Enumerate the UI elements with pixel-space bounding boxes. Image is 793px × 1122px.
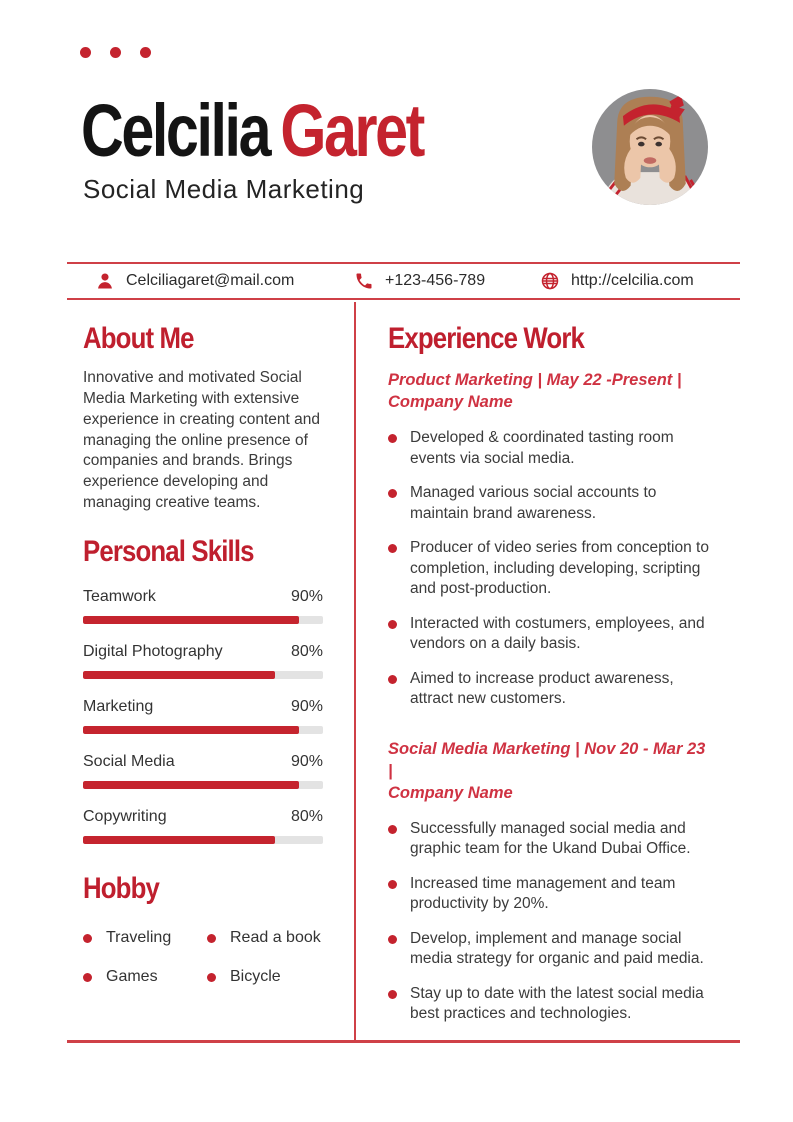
profile-photo-illustration [592, 89, 708, 205]
skill-bar-track [83, 781, 323, 789]
skill-bar-fill [83, 726, 299, 734]
hobby-label: Traveling [106, 929, 172, 947]
hobby-item [207, 929, 323, 947]
skill-label: Digital Photography [83, 642, 223, 660]
skill-bar-fill [83, 836, 275, 844]
bullet-text: Successfully managed social media and graphic team for the Ukand Dubai Office. [410, 819, 691, 858]
hobby-item [83, 929, 207, 947]
bullet-item [388, 929, 714, 970]
red-dot [110, 47, 121, 58]
experience-work-title: Experience Work [388, 322, 584, 355]
profile-photo [592, 89, 708, 205]
hobby-label: Games [106, 968, 158, 986]
left-column [67, 302, 356, 1040]
bullet-dot-icon [388, 935, 397, 944]
bullet-dot-icon [388, 434, 397, 443]
hobby-item [207, 968, 323, 986]
hobby-label: Read a book [230, 929, 321, 947]
bullet-item [388, 428, 714, 469]
skill-item [83, 643, 323, 679]
skill-bar-track [83, 836, 323, 844]
contact-website[interactable] [540, 264, 694, 298]
skill-percent: 80% [290, 642, 323, 660]
skill-bar-fill [83, 616, 299, 624]
bullet-text: Increased time management and team productivity by 20%. [410, 874, 676, 913]
hobby-item [83, 968, 207, 986]
bullet-text: Interacted with costumers, employees, and vendors on a daily basis. [410, 614, 705, 653]
skill-label: Marketing [83, 697, 154, 715]
skill-item [83, 698, 323, 734]
hobby-list [83, 929, 323, 986]
skill-label: Teamwork [83, 587, 156, 605]
job-2-title [388, 738, 714, 804]
hobby-label: Bicycle [230, 968, 281, 986]
right-column [356, 302, 740, 1040]
bullet-text: Developed & coordinated tasting room events via social media. [410, 429, 674, 467]
job-1-title [388, 369, 714, 413]
bullet-dot-icon [388, 544, 397, 553]
bullet-text: Develop, implement and manage social media strategy for organic and paid media. [410, 929, 704, 968]
job-1-title-line1: Product Marketing | May 22 -Present | [388, 371, 682, 390]
bullet-dot-icon [388, 825, 397, 834]
job-subtitle: Social Media Marketing [83, 174, 365, 204]
skill-item [83, 588, 323, 624]
job-2-title-line1: Social Media Marketing | Nov 20 - Mar 23 | [388, 739, 706, 780]
person-name [81, 89, 423, 172]
job-1-title-line2: Company Name [388, 393, 513, 412]
hobby-title: Hobby [83, 871, 159, 905]
bullet-item [388, 614, 714, 655]
job-2-bullets [388, 819, 714, 1025]
skill-percent: 90% [290, 752, 323, 770]
skill-percent: 90% [290, 587, 323, 605]
bullet-item [388, 984, 714, 1025]
bullet-dot-icon [207, 973, 216, 982]
bullet-dot-icon [388, 489, 397, 498]
decorative-dots [80, 47, 151, 58]
website-text: http://celcilia.com [571, 272, 694, 289]
last-name: Garet [280, 89, 423, 172]
bullet-dot-icon [207, 934, 216, 943]
bullet-dot-icon [388, 675, 397, 684]
skill-bar-track [83, 726, 323, 734]
bullet-item [388, 874, 714, 915]
about-me-text: Innovative and motivated Social Media Marketing with extensive experience in creating content and managing the online presence of companies and brands. Brings experience developing and managing creative teams. [83, 369, 320, 511]
bullet-dot-icon [388, 620, 397, 629]
skill-label: Copywriting [83, 807, 167, 825]
skill-label: Social Media [83, 752, 175, 770]
bullet-dot-icon [388, 990, 397, 999]
contact-bar [67, 262, 740, 300]
bullet-dot-icon [388, 880, 397, 889]
email-text: Celciliagaret@mail.com [126, 272, 295, 289]
contact-phone[interactable] [354, 264, 485, 298]
about-me-title: About Me [83, 322, 194, 355]
contact-email[interactable] [95, 264, 294, 298]
main-content [67, 302, 740, 1043]
skill-item [83, 808, 323, 844]
bullet-item [388, 538, 714, 600]
skill-item [83, 753, 323, 789]
skill-bar-track [83, 616, 323, 624]
bullet-item [388, 819, 714, 860]
red-dot [140, 47, 151, 58]
bullet-item [388, 483, 714, 524]
bullet-text: Stay up to date with the latest social media best practices and technologies. [410, 984, 704, 1023]
bullet-item [388, 669, 714, 710]
bullet-text: Aimed to increase product awareness, attract new customers. [410, 669, 674, 708]
phone-icon [354, 271, 374, 291]
bullet-text: Producer of video series from conception to completion, including developing, scripting and post-production. [410, 539, 709, 598]
phone-text: +123-456-789 [385, 272, 486, 289]
skill-percent: 90% [290, 697, 323, 715]
skill-bar-track [83, 671, 323, 679]
job-1-bullets [388, 428, 714, 710]
skill-bar-fill [83, 671, 275, 679]
personal-skills-title: Personal Skills [83, 535, 254, 569]
globe-icon [540, 271, 560, 291]
bullet-dot-icon [83, 973, 92, 982]
bullet-dot-icon [83, 934, 92, 943]
bullet-text: Managed various social accounts to maintain brand awareness. [410, 484, 657, 522]
first-name: Celcilia [81, 89, 270, 172]
person-icon [95, 271, 115, 291]
skill-percent: 80% [290, 807, 323, 825]
skill-bar-fill [83, 781, 299, 789]
red-dot [80, 47, 91, 58]
job-2-title-line2: Company Name [388, 783, 513, 802]
